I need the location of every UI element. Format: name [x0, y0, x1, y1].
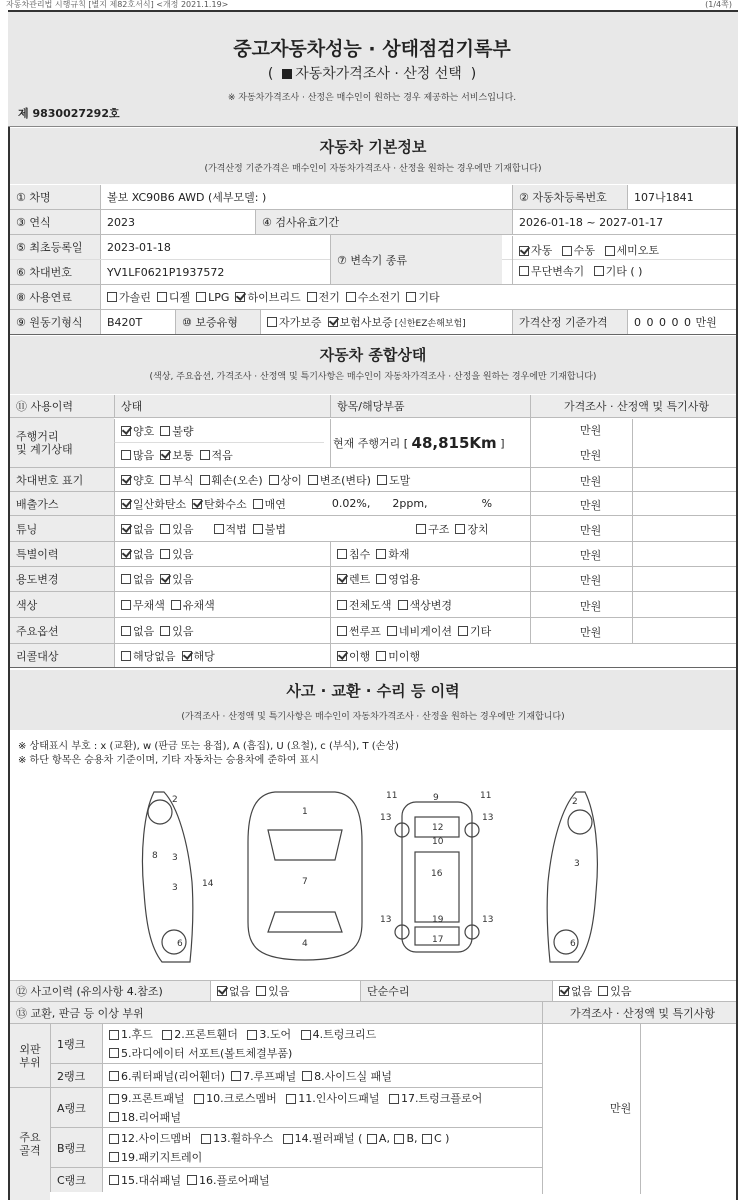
warranty-note: [신한EZ손해보험] [394, 318, 466, 329]
accident-title: 사고 · 교환 · 수리 등 이력 [286, 682, 460, 700]
basic-info-section [10, 128, 736, 184]
warranty-label: ⑩ 보증유형 [175, 310, 260, 334]
color-options [114, 592, 330, 617]
part-wheel-house[interactable]: 13.휠하우스 [201, 1130, 273, 1147]
option-other[interactable]: 기타 [458, 623, 491, 639]
svg-text:13: 13 [482, 915, 494, 925]
price-cell-2: 만원 [580, 449, 602, 462]
recall-na[interactable]: 해당없음 [121, 648, 176, 664]
vin-mark-label: 차대번호 표기 [10, 468, 114, 491]
row-motor [10, 310, 736, 335]
tuning-none[interactable]: 없음 [121, 521, 154, 537]
right-front-wheel [568, 810, 592, 834]
usage-options [114, 567, 330, 591]
outer-panel-label: 외판 부위 [10, 1024, 50, 1088]
overall-section [10, 336, 736, 394]
accident-yes[interactable]: 있음 [256, 983, 289, 999]
fuel-gasoline[interactable]: 가솔린 [107, 289, 151, 305]
svg-text:9: 9 [433, 793, 439, 803]
vin-mark-altered[interactable]: 변조(변타) [308, 472, 371, 488]
svg-text:17: 17 [432, 935, 444, 945]
form-subtitle: ( 자동차가격조사 · 산정 선택 ) [267, 66, 477, 82]
form-title: 중고자동차성능 · 상태점검기록부 [233, 38, 511, 60]
emission-hc-value: 2ppm, [392, 497, 428, 510]
rank1-label: 1랭크 [50, 1024, 102, 1063]
part-trunk-floor[interactable]: 17.트렁크플로어 [389, 1090, 482, 1107]
svg-text:11: 11 [386, 791, 398, 801]
vin-mark-painted[interactable]: 도말 [377, 472, 410, 488]
price-cell-3: 만원 [580, 475, 602, 488]
part-pillar-panel[interactable]: 14.필러패널 ( [283, 1130, 363, 1147]
option-navigation[interactable]: 네비게이션 [387, 623, 452, 639]
svg-text:2: 2 [172, 795, 178, 805]
option-items [330, 618, 530, 643]
row-vin-mark [10, 468, 736, 492]
car-name-label: ① 차명 [10, 185, 100, 209]
part-roof-panel[interactable]: 7.루프패널 [231, 1068, 296, 1084]
vin-mark-damage[interactable]: 훼손(오손) [200, 472, 263, 488]
accident-history-options [210, 981, 360, 1001]
status-header: 상태 [114, 395, 330, 417]
price-cell-4: 만원 [580, 499, 602, 512]
simple-repair-options [552, 981, 736, 1001]
overall-title: 자동차 종합상태 [319, 346, 427, 364]
tuning-label: 튜닝 [10, 516, 114, 541]
fuel-hybrid[interactable]: 하이브리드 [235, 289, 300, 305]
emission-hc[interactable]: 탄화수소 [192, 496, 247, 512]
price-value: 0 0 0 0 0 만원 [627, 310, 736, 334]
color-label: 색상 [10, 592, 114, 617]
fuel-electric[interactable]: 전기 [307, 289, 340, 305]
part-inside-panel[interactable]: 11.인사이드패널 [286, 1090, 379, 1107]
vin-value: YV1LF0621P1937572 [100, 260, 330, 284]
inspect-label: ④ 검사유효기간 [255, 210, 512, 234]
mileage-good[interactable]: 양호 [121, 423, 154, 439]
car-damage-diagram [130, 782, 610, 972]
selected-square-icon[interactable] [282, 69, 292, 79]
option-options [114, 618, 330, 643]
price-remarks-header: 가격조사 · 산정액 및 특기사항 [530, 395, 736, 417]
basic-info-title: 자동차 기본정보 [319, 138, 427, 156]
row-rankA [50, 1088, 542, 1128]
car-name-value: 볼보 XC90B6 AWD (세부모델: ) [100, 185, 520, 209]
page-indicator: (1/4쪽) [705, 0, 732, 9]
row-usage-change [10, 567, 736, 592]
svg-text:3: 3 [172, 853, 178, 863]
vin-mark-good[interactable]: 양호 [121, 472, 154, 488]
main-frame-label: 주요 골격 [10, 1088, 50, 1200]
svg-text:13: 13 [380, 915, 392, 925]
svg-text:11: 11 [480, 791, 492, 801]
warranty-insurance[interactable]: 보험사보증 [328, 314, 393, 330]
svg-text:14: 14 [202, 879, 214, 889]
document-number: 제 9830027292호 [18, 107, 120, 120]
part-door[interactable]: 3.도어 [247, 1026, 291, 1043]
rankA-label: A랭크 [50, 1088, 102, 1127]
vin-mark-different[interactable]: 상이 [269, 472, 302, 488]
price-cell-5: 만원 [580, 524, 602, 537]
usage-rent[interactable]: 렌트 [337, 571, 370, 587]
accident-history-label: ⑫ 사고이력 (유의사항 4.참조) [10, 981, 210, 1001]
rankB-label: B랭크 [50, 1128, 102, 1167]
special-yes[interactable]: 있음 [160, 546, 193, 562]
part-cross-member[interactable]: 10.크로스멤버 [194, 1090, 277, 1107]
vin-mark-options [114, 468, 530, 491]
special-flood[interactable]: 침수 [337, 546, 370, 562]
price-cell-7: 만원 [580, 574, 602, 587]
mileage-low[interactable]: 적음 [200, 447, 233, 463]
part-pillar-c[interactable]: C ) [422, 1130, 449, 1147]
recall-not-done[interactable]: 미이행 [376, 648, 420, 664]
tuning-illegal[interactable]: 불법 [253, 521, 286, 537]
emission-smoke[interactable]: 매연 [253, 496, 286, 512]
svg-text:13: 13 [482, 813, 494, 823]
usage-label: 용도변경 [10, 567, 114, 591]
item-header: 항목/해당부품 [330, 395, 530, 417]
price-cell-9: 만원 [580, 626, 602, 639]
accident-section [10, 670, 736, 730]
svg-text:3: 3 [172, 883, 178, 893]
inspect-value: 2026-01-18 ~ 2027-01-17 [512, 210, 736, 234]
emission-options [114, 492, 530, 515]
emission-co[interactable]: 일산화탄소 [121, 496, 186, 512]
svg-text:10: 10 [432, 837, 444, 847]
rank1-parts [102, 1024, 542, 1064]
recall-label: 리콜대상 [10, 644, 114, 667]
mileage-amount [114, 443, 324, 467]
svg-text:3: 3 [574, 859, 580, 869]
emission-co-value: 0.02%, [331, 497, 371, 510]
fuel-label: ⑧ 사용연료 [10, 285, 100, 309]
current-mileage: 현재 주행거리 [ 48,815Km ] [330, 419, 530, 467]
motor-value: B420T [100, 310, 175, 334]
price-cell-6: 만원 [580, 549, 602, 562]
svg-text:13: 13 [380, 813, 392, 823]
row-tuning [10, 516, 736, 542]
motor-label: ⑨ 원동기형식 [10, 310, 100, 334]
color-items [330, 592, 530, 617]
tuning-structure[interactable]: 구조 [416, 521, 449, 537]
option-yes[interactable]: 있음 [160, 623, 193, 639]
option-label: 주요옵션 [10, 618, 114, 643]
simple-none[interactable]: 없음 [559, 983, 592, 999]
part-pillar-a[interactable]: A, [367, 1130, 390, 1147]
left-front-wheel [148, 800, 172, 824]
mileage-value: 48,815Km [411, 434, 497, 452]
accident-none[interactable]: 없음 [217, 983, 250, 999]
usage-business[interactable]: 영업용 [376, 571, 420, 587]
fuel-lpg[interactable]: LPG [196, 291, 229, 304]
part-package-tray[interactable]: 19.패키지트레이 [109, 1149, 202, 1166]
color-change[interactable]: 색상변경 [398, 597, 453, 613]
special-fire[interactable]: 화재 [376, 546, 409, 562]
row-emission [10, 492, 736, 516]
color-full-paint[interactable]: 전체도색 [337, 597, 392, 613]
legend-symbols: ※ 상태표시 부호 : x (교환), w (판금 또는 용접), A (흠집), U (요철), c (부식), T (손상) [18, 741, 399, 752]
part-side-sill[interactable]: 8.사이드실 패널 [302, 1068, 392, 1084]
svg-text:4: 4 [302, 939, 308, 949]
usage-items [330, 567, 530, 591]
year-value: 2023 [100, 210, 255, 234]
price-label: 가격산정 기준가격 [512, 310, 627, 334]
row-special [10, 542, 736, 567]
recall-options [114, 644, 330, 667]
part-front-fender[interactable]: 2.프론트휀더 [162, 1026, 238, 1043]
mileage-bad[interactable]: 불량 [160, 423, 193, 439]
row-rank1 [50, 1024, 542, 1064]
simple-repair-label: 단순수리 [360, 981, 552, 1001]
svg-text:8: 8 [152, 851, 158, 861]
parts-remarks-header: 가격조사 · 산정액 및 특기사항 [542, 1002, 736, 1023]
trans-other[interactable]: 기타 ( ) [594, 262, 643, 281]
special-label: 특별이력 [10, 542, 114, 566]
row-rank2 [50, 1064, 542, 1088]
first-reg-label: ⑤ 최초등록일 [10, 235, 100, 259]
part-pillar-b[interactable]: B, [394, 1130, 417, 1147]
price-cell-8: 만원 [580, 600, 602, 613]
overall-header-row [10, 395, 736, 418]
row-rankB [50, 1128, 542, 1168]
usage-none[interactable]: 없음 [121, 571, 154, 587]
svg-text:6: 6 [177, 939, 183, 949]
part-floor-panel[interactable]: 16.플로어패널 [187, 1172, 270, 1188]
mileage-label: 주행거리 및 계기상태 [10, 418, 114, 467]
form-reference: 자동차관리법 시행규칙 [별지 제82호서식] <개정 2021.1.19> [6, 0, 229, 9]
transmission-options [512, 236, 736, 284]
svg-text:16: 16 [431, 869, 443, 879]
color-chromatic[interactable]: 유채색 [171, 597, 215, 613]
rankC-parts [102, 1168, 542, 1192]
row-rankC [50, 1168, 542, 1192]
mileage-normal[interactable]: 보통 [160, 447, 193, 463]
part-rear-panel[interactable]: 18.리어패널 [109, 1109, 181, 1126]
vin-label: ⑥ 차대번호 [10, 260, 100, 284]
tuning-options [114, 516, 530, 541]
usage-history-header: ⑪ 사용이력 [16, 400, 74, 413]
emission-label: 배출가스 [10, 492, 114, 515]
rank2-parts [102, 1064, 542, 1087]
year-label: ③ 연식 [10, 210, 100, 234]
option-none[interactable]: 없음 [121, 623, 154, 639]
usage-yes[interactable]: 있음 [160, 571, 193, 587]
part-dash-panel[interactable]: 15.대쉬패널 [109, 1172, 181, 1188]
vin-mark-corrosion[interactable]: 부식 [160, 472, 193, 488]
row-accident-history [10, 980, 736, 1002]
part-trunk-lid[interactable]: 4.트렁크리드 [301, 1026, 377, 1043]
fuel-hydrogen[interactable]: 수소전기 [346, 289, 401, 305]
recall-items [330, 644, 736, 667]
first-reg-value: 2023-01-18 [100, 235, 330, 259]
basic-info-subtitle: (가격산정 기준가격은 매수인이 자동차가격조사 · 산정을 원하는 경우에만 기재합니다) [204, 164, 542, 174]
reg-no-value: 107나1841 [627, 185, 736, 209]
trans-cvt[interactable]: 무단변속기 [519, 262, 584, 281]
fuel-other[interactable]: 기타 [406, 289, 439, 305]
recall-done[interactable]: 이행 [337, 648, 370, 664]
svg-text:1: 1 [302, 807, 308, 817]
special-options [114, 542, 330, 566]
option-sunroof[interactable]: 썬루프 [337, 623, 381, 639]
part-radiator-support[interactable]: 5.라디에이터 서포트(볼트체결부품) [109, 1045, 292, 1062]
color-achromatic[interactable]: 무채색 [121, 597, 165, 613]
form-note: ※ 자동차가격조사 · 산정은 매수인이 원하는 경우 제공하는 서비스입니다. [227, 93, 517, 103]
top-line [0, 0, 744, 10]
price-cell-1: 만원 [580, 424, 602, 437]
part-side-member[interactable]: 12.사이드멤버 [109, 1130, 192, 1147]
rankA-parts [102, 1088, 542, 1128]
mileage-condition [114, 419, 324, 443]
svg-text:19: 19 [432, 915, 444, 925]
trans-auto[interactable]: 자동 [519, 241, 552, 260]
svg-text:6: 6 [570, 939, 576, 949]
fuel-diesel[interactable]: 디젤 [157, 289, 190, 305]
row-year [10, 210, 736, 235]
parts-header-label: ⑬ 교환, 판금 등 이상 부위 [10, 1002, 542, 1023]
special-items [330, 542, 530, 566]
reg-no-label: ② 자동차등록번호 [512, 185, 627, 209]
rankC-label: C랭크 [50, 1168, 102, 1192]
simple-yes[interactable]: 있음 [598, 983, 631, 999]
row-recall [10, 644, 736, 668]
row-car-name [10, 185, 736, 210]
svg-text:2: 2 [572, 797, 578, 807]
trans-semi[interactable]: 세미오토 [605, 241, 660, 260]
warranty-self[interactable]: 자가보증 [267, 314, 322, 330]
recall-yes[interactable]: 해당 [182, 648, 215, 664]
accident-subtitle: (가격조사 · 산정액 및 특기사항은 매수인이 자동차가격조사 · 산정을 원하는 경우에만 기재합니다) [181, 712, 565, 722]
emission-percent: % [481, 497, 493, 510]
top-view-car-body [248, 792, 362, 960]
row-parts-header [10, 1002, 736, 1024]
trans-manual[interactable]: 수동 [562, 241, 595, 260]
svg-text:7: 7 [302, 877, 308, 887]
warranty-options [260, 310, 512, 334]
row-fuel [10, 285, 736, 310]
part-hood[interactable]: 1.후드 [109, 1026, 153, 1043]
transmission-label: ⑦ 변속기 종류 [330, 235, 502, 285]
tuning-yes[interactable]: 있음 [160, 521, 193, 537]
rankB-parts [102, 1128, 542, 1168]
part-front-panel[interactable]: 9.프론트패널 [109, 1090, 185, 1107]
tuning-device[interactable]: 장치 [455, 521, 488, 537]
part-quarter-panel[interactable]: 6.쿼터패널(리어휀더) [109, 1068, 225, 1084]
fuel-options [100, 285, 736, 309]
tuning-legal[interactable]: 적법 [214, 521, 247, 537]
legend-note: ※ 하단 항목은 승용차 기준이며, 기타 자동차는 승용차에 준하여 표시 [18, 755, 319, 766]
parts-price-cell: 만원 [610, 1102, 632, 1115]
special-none[interactable]: 없음 [121, 546, 154, 562]
row-options [10, 618, 736, 644]
mileage-high[interactable]: 많음 [121, 447, 154, 463]
overall-subtitle: (색상, 주요옵션, 가격조사 · 산정액 및 특기사항은 매수인이 자동차가격조사 · 산정을 원하는 경우에만 기재합니다) [149, 372, 597, 382]
svg-text:12: 12 [432, 823, 444, 833]
rank2-label: 2랭크 [50, 1064, 102, 1087]
row-color [10, 592, 736, 618]
